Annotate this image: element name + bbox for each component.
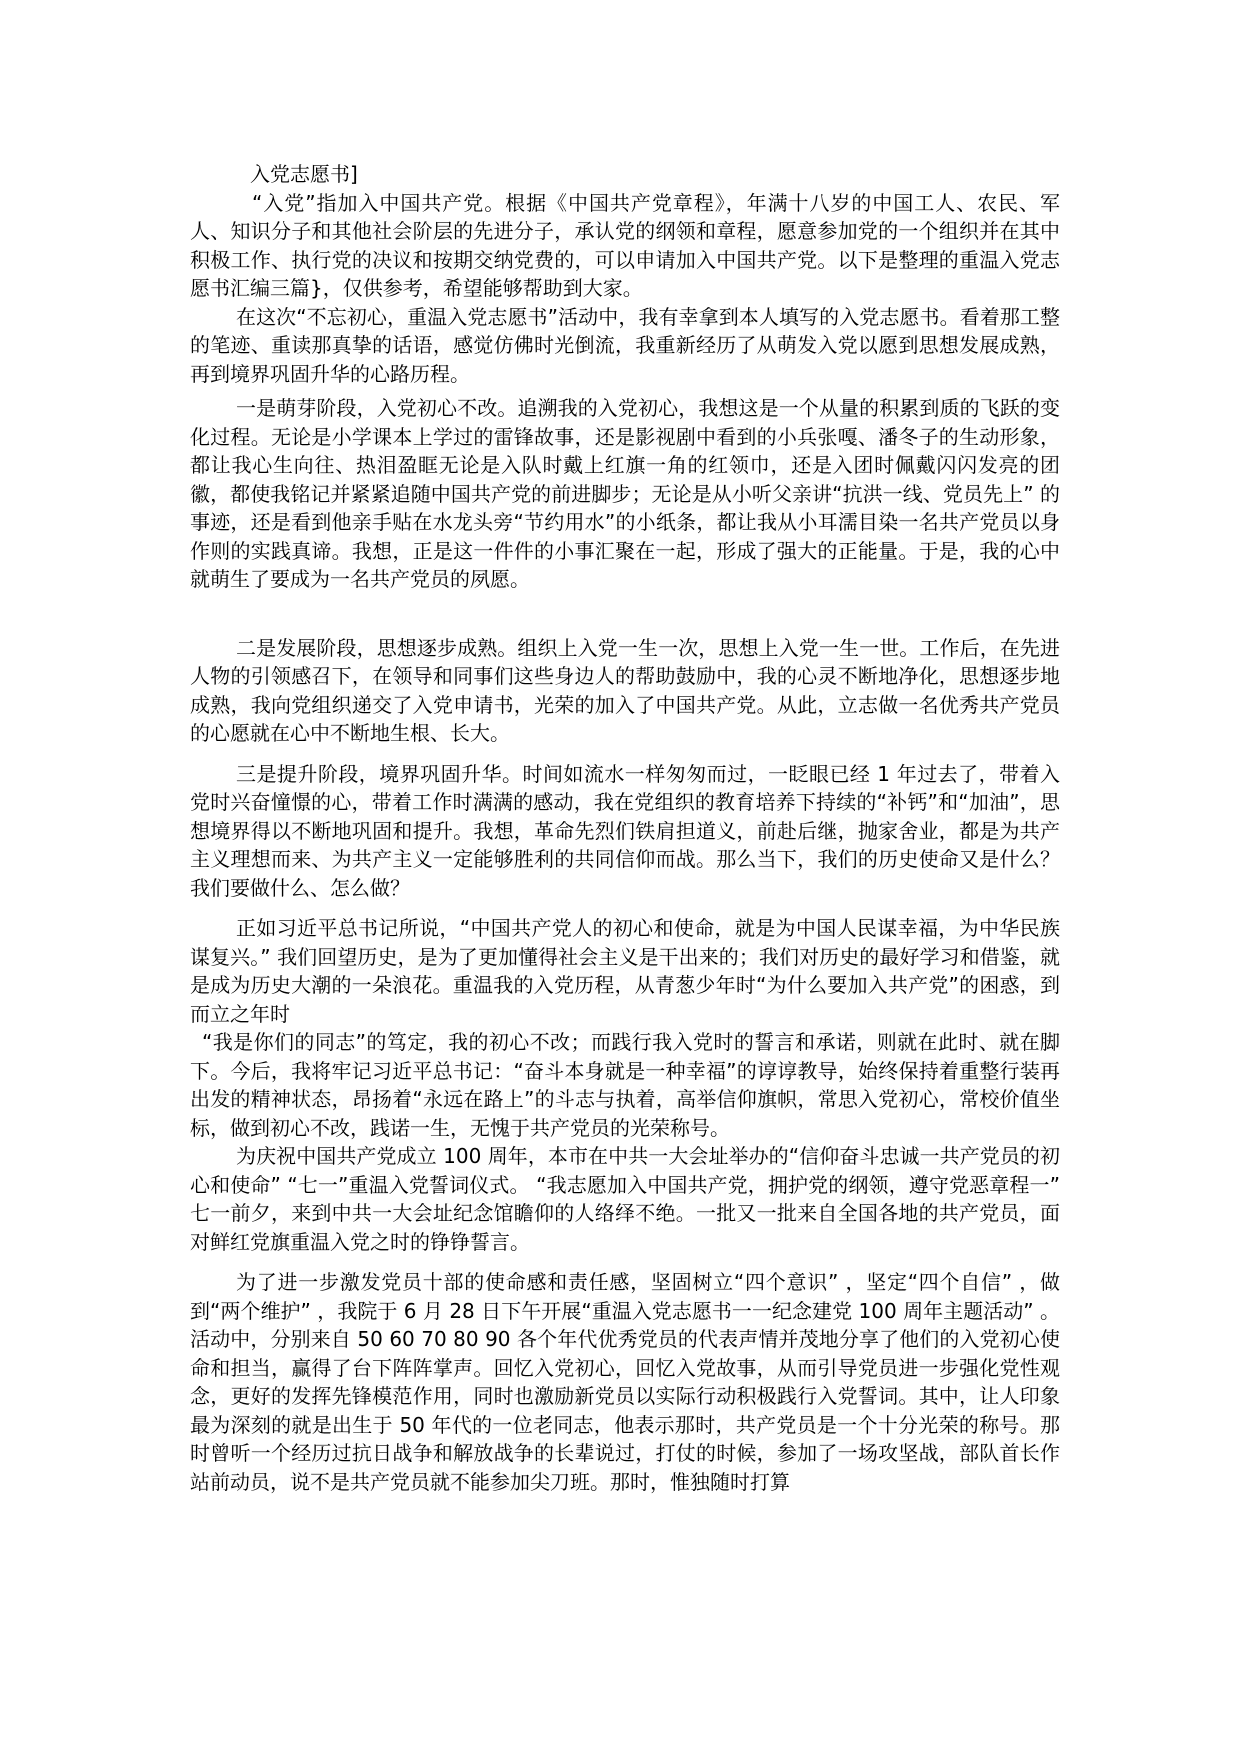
paragraph-stage-three: 三是提升阶段，境界巩固升华。时间如流水一样匆匆而过，一眨眼已经 1 年过去了，带着入党时兴奋憧憬的心，带着工作时满满的感动，我在党组织的教育培养下持续的“补钙”和“加油”，思想境界得以不断地巩固和提升。我想，革命先烈们铁肩担道义，前赴后继，抛家舍业，都是为共产主义理想而来、为共产主义一定能够胜利的共同信仰而战。那么当下，我们的历史使命又是什么？我们要做什么、怎么做？	[190, 761, 1060, 900]
paragraph-quote: 正如习近平总书记所说，“中国共产党人的初心和使命，就是为中国人民谋幸福，为中华民族谋复兴。” 我们回望历史，是为了更加懂得社会主义是干出来的；我们对历史的最好学习和借鉴，就是成为历史大潮的一朵浪花。重温我的入党历程，从青葱少年时“为什么要加入共产党”的困惑，到而立之年时	[190, 916, 1060, 1026]
paragraph-stage-one: 一是萌芽阶段，入党初心不改。追溯我的入党初心，我想这是一个从量的积累到质的飞跃的变化过程。无论是小学课本上学过的雷锋故事，还是影视剧中看到的小兵张嘎、潘冬子的生动形象，都让我心生向往、热泪盈眶无论是入队时戴上红旗一角的红领巾，还是入团时佩戴闪闪发亮的团徽，都使我铭记并紧紧追随中国共产党的前进脚步；无论是从小听父亲讲“抗洪一线、党员先上” 的事迹，还是看到他亲手贴在水龙头旁“节约用水”的小纸条，都让我从小耳濡目染一名共产党员以身作则的实践真谛。我想，正是这一件件的小事汇聚在一起，形成了强大的正能量。于是，我的心中就萌生了要成为一名共产党员的夙愿。	[190, 396, 1060, 591]
paragraph-activity: 在这次“不忘初心，重温入党志愿书”活动中，我有幸拿到本人填写的入党志愿书。看着那工整的笔迹、重读那真挚的话语，感觉仿佛时光倒流，我重新经历了从萌发入党以愿到思想发展成熟，再到境界巩固升华的心路历程。	[190, 304, 1060, 386]
document-heading: 入党志愿书]	[250, 162, 358, 186]
paragraph-theme-event: 为了进一步激发党员十部的使命感和责任感，坚固树立“四个意识” ，坚定“四个自信” ，做到“两个维护” ，我院于 6 月 28 日下午开展“重温入党志愿书一一纪念建党 100 周年主题活动” 。活动中，分别来自 50 60 70 80 90 各个年代优秀党员的代表声情并茂地分享了他们的入党初心使命和担当，赢得了台下阵阵掌声。回忆入党初心，回忆入党故事，从而引导党员进一步强化党性观念，更好的发挥先锋模范作用，同时也激励新党员以实际行动积极践行入党誓词。其中，让人印象最为深刻的就是出生于 50 年代的一位老同志，他表示那时，共产党员是一个十分光荣的称号。那时曾听一个经历过抗日战争和解放战争的长辈说过，打仗的时候，参加了一场攻坚战，部队首长作站前动员，说不是共产党员就不能参加尖刀班。那时，惟独随时打算	[190, 1270, 1060, 1494]
paragraph-intro: “入党”指加入中国共产党。根据《中国共产党章程》，年满十八岁的中国工人、农民、军人、知识分子和其他社会阶层的先进分子，承认党的纲领和章程，愿意参加党的一个组织并在其中积极工作、执行党的决议和按期交纳党费的，可以申请加入中国共产党。以下是整理的重温入党志愿书汇编三篇}，仅供参考，希望能够帮助到大家。	[190, 190, 1060, 300]
paragraph-quote-continued: “我是你们的同志”的笃定，我的初心不改；而践行我入党时的誓言和承诺，则就在此时、就在脚下。今后，我将牢记习近平总书记：“奋斗本身就是一种幸福”的谆谆教导，始终保持着重整行装再出发的精神状态，昂扬着“永远在路上”的斗志与执着，高举信仰旗帜，常思入党初心，常校价值坐标，做到初心不改，践诺一生，无愧于共产党员的光荣称号。	[190, 1030, 1060, 1140]
document-body	[190, 160, 1060, 1496]
paragraph-stage-two: 二是发展阶段，思想逐步成熟。组织上入党一生一次，思想上入党一生一世。工作后，在先进人物的引领感召下，在领导和同事们这些身边人的帮助鼓励中，我的心灵不断地净化，思想逐步地成熟，我向党组织递交了入党申请书，光荣的加入了中国共产党。从此，立志做一名优秀共产党员的心愿就在心中不断地生根、长大。	[190, 635, 1060, 745]
paragraph-centenary: 为庆祝中国共产党成立 100 周年，本市在中共一大会址举办的“信仰奋斗忠诚一共产党员的初心和使命” “七一”重温入党誓词仪式。 “我志愿加入中国共产党，拥护党的纲领，遵守党恶章程一” 七一前夕，来到中共一大会址纪念馆瞻仰的人络绎不绝。一批又一批来自全国各地的共产党员，面对鲜红党旗重温入党之时的铮铮誓言。	[190, 1144, 1060, 1254]
